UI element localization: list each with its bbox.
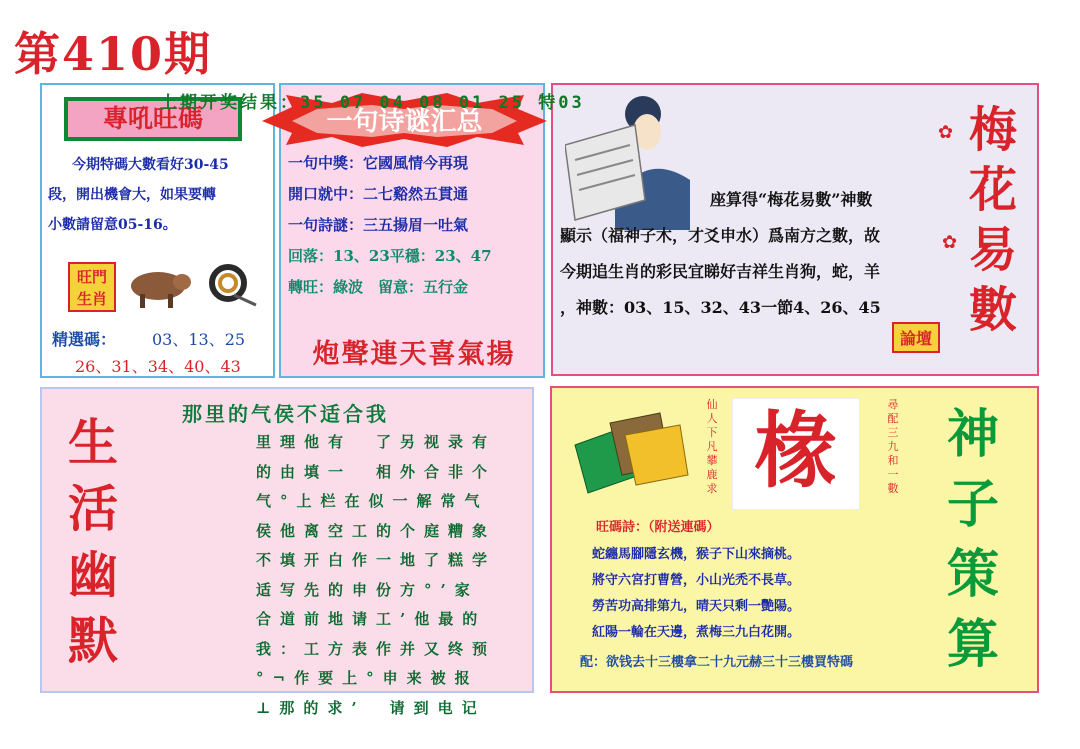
panel4-grid-line: 不填开白作一地了糕学	[256, 551, 497, 569]
panel1-title: 專吼旺碼	[64, 97, 242, 141]
panel2-row	[288, 179, 538, 210]
panel2-row	[288, 148, 538, 179]
panel4-grid-line: 的由填一 相外合非个	[256, 462, 497, 481]
panel3-text	[560, 182, 950, 326]
books-icon	[570, 405, 690, 495]
panel4-grid-line: ⊥那的求’ 请到电记	[256, 698, 486, 717]
panel2-row	[288, 241, 538, 272]
panel3-text-line: 座算得“梅花易數”神數	[710, 190, 873, 209]
panel1-pick-line2: 26、31、34、40、43	[75, 357, 241, 376]
panel5-poem-line: 勞苦功高排第九，晴天只剩一艷陽。	[592, 599, 801, 614]
panel3-forum-badge: 論壇	[892, 322, 940, 353]
panel5-poem-line: 紅陽一輪在天邊，煮梅三九白花開。	[592, 625, 801, 640]
panel1-text-line: 今期特碼大數看好30-45	[72, 157, 229, 173]
panel1-pick-label: 精選碼：	[52, 330, 117, 349]
last-result: 上期开奖结果：35 07 04 08 01 25 特03	[160, 93, 585, 113]
panel5-right-vertical: 尋配三九和一數	[887, 398, 899, 495]
panel3-text-line: ，神數：03、15、32、43一節4、26、45	[560, 298, 881, 317]
pig-icon	[124, 262, 194, 312]
panel5-poem-line: 蛇纏馬腳隱玄機，猴子下山來摘桃。	[592, 547, 801, 562]
panel5-poem-label: 旺碼詩：（附送連碼）	[596, 520, 720, 535]
panel2-row	[288, 272, 538, 303]
panel2-row	[288, 210, 538, 241]
panel2-row-value: 二七谿然五貫通	[363, 185, 469, 203]
panel4-grid	[256, 428, 526, 723]
panel2-row-label: 轉旺：	[288, 278, 334, 296]
panel5-poem-line: 將守六宮打曹營，小山光禿不長草。	[592, 573, 801, 588]
panel1-text-line: 段，開出機會大，如果要轉	[48, 187, 216, 203]
panel5-side-title: 神子策算	[946, 404, 999, 675]
panel1-text	[48, 150, 268, 240]
flower-icon: ✿	[942, 232, 958, 253]
panel4-side-title: 生活幽默	[68, 413, 118, 670]
panel4-grid-line: 合道前地请工’他最的	[256, 610, 487, 628]
panel4-grid-line: 侯他离空工的个庭糟象	[256, 521, 497, 540]
panel1-badge: 旺門生肖	[68, 262, 116, 312]
issue-number: 第410期	[14, 27, 213, 81]
panel1-pick-line1: 03、13、25	[152, 330, 246, 349]
panel4-grid-line: 我：工方表作并又终预	[256, 639, 497, 658]
panel4-grid-line: °¬作要上°申来被报	[256, 669, 479, 687]
panel2-row-value: 三五揚眉一吐氣	[363, 216, 469, 234]
panel2-row-value: 綠波 留意：五行金	[333, 278, 469, 296]
panel2-row-label: 開口就中：	[288, 185, 364, 203]
panel5-left-vertical: 仙人下凡攀鹿求	[706, 398, 718, 495]
panel2-title: 一句诗谜汇总	[326, 107, 483, 137]
panel4-grid-line: 里理他有 了另视录有	[256, 433, 497, 451]
panel2-slogan: 炮聲連天喜氣揚	[312, 339, 516, 370]
panel2-rows	[288, 148, 538, 303]
panel2-row-value: 13、23平穩：23、47	[333, 247, 492, 265]
panel4-title: 那里的气侯不适合我	[182, 402, 389, 426]
snake-icon	[202, 259, 260, 309]
panel3-text-line: 今期追生肖的彩民宜睇好吉祥生肖狗，蛇，羊	[560, 262, 881, 281]
flower-icon: ✿	[938, 122, 954, 143]
panel4-grid-line: 适写先的申份方°’家	[256, 580, 479, 599]
panel3-text-line: 顯示（福神子木，才爻申水）爲南方之數，故	[560, 226, 881, 245]
panel1-text-line: 小數請留意05-16。	[48, 217, 177, 233]
panel5-poem	[592, 542, 882, 646]
panel2-row-label: 一句中獎：	[288, 154, 364, 172]
panel5-center-char: 椽	[732, 398, 860, 510]
panel5-pair-line: 配：欲钱去十三樓拿二十九元赫三十三樓買特碼	[580, 655, 854, 670]
panel3-side-title: 梅花易數	[968, 102, 1017, 338]
panel4-grid-line: 气°上栏在似一解常气	[256, 492, 489, 510]
panel2-row-label: 回落：	[288, 247, 334, 265]
panel2-row-label: 一句詩謎：	[288, 216, 364, 234]
panel2-row-value: 它國風情今再現	[363, 154, 469, 172]
